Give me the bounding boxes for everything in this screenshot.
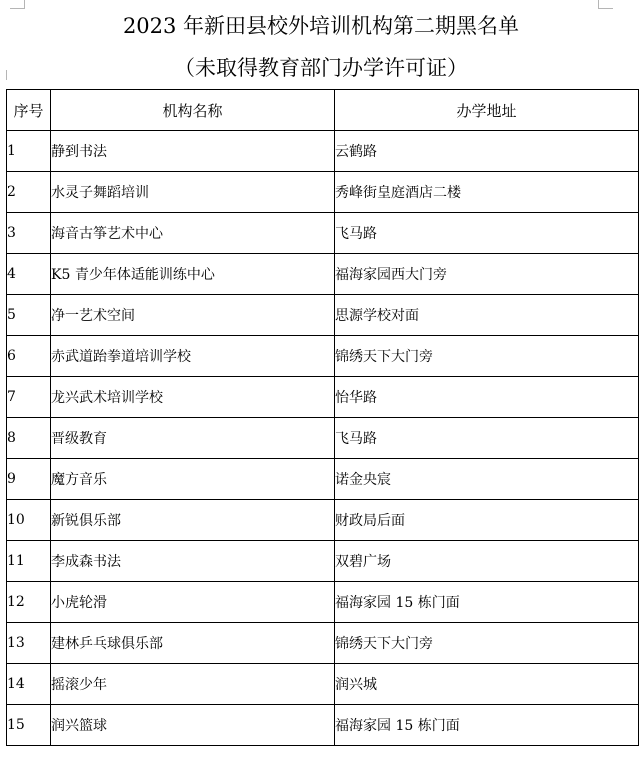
org-address: 财政局后面 xyxy=(335,500,639,541)
row-number: 13 xyxy=(7,623,51,664)
table-row xyxy=(7,213,639,254)
org-address: 思源学校对面 xyxy=(335,295,639,336)
table-body xyxy=(7,131,639,746)
org-address: 双碧广场 xyxy=(335,541,639,582)
org-address: 飞马路 xyxy=(335,418,639,459)
org-name: 龙兴武术培训学校 xyxy=(51,377,335,418)
org-address: 福海家园 15 栋门面 xyxy=(335,705,639,746)
table-row xyxy=(7,664,639,705)
org-name: 润兴篮球 xyxy=(51,705,335,746)
table-row xyxy=(7,418,639,459)
org-address: 飞马路 xyxy=(335,213,639,254)
org-address: 润兴城 xyxy=(335,664,639,705)
table-row xyxy=(7,459,639,500)
table-row xyxy=(7,131,639,172)
org-name: 小虎轮滑 xyxy=(51,582,335,623)
row-number: 4 xyxy=(7,254,51,295)
table-row xyxy=(7,377,639,418)
header-org-name: 机构名称 xyxy=(51,90,335,131)
org-name: 水灵子舞蹈培训 xyxy=(51,172,335,213)
org-name: 魔方音乐 xyxy=(51,459,335,500)
org-name: 净一艺术空间 xyxy=(51,295,335,336)
document-title: 2023 年新田县校外培训机构第二期黑名单 xyxy=(122,14,520,38)
table-row xyxy=(7,295,639,336)
table-row xyxy=(7,582,639,623)
org-address: 云鹤路 xyxy=(335,131,639,172)
crop-mark-top-right xyxy=(598,0,613,9)
table-row xyxy=(7,623,639,664)
row-number: 5 xyxy=(7,295,51,336)
table-header-row xyxy=(7,90,639,131)
org-name: 新锐俱乐部 xyxy=(51,500,335,541)
org-address: 诺金央宸 xyxy=(335,459,639,500)
org-name: 海音古筝艺术中心 xyxy=(51,213,335,254)
row-number: 8 xyxy=(7,418,51,459)
table-row xyxy=(7,336,639,377)
row-number: 14 xyxy=(7,664,51,705)
table-row xyxy=(7,541,639,582)
org-name: K5 青少年体适能训练中心 xyxy=(51,254,335,295)
org-name: 建林乒乓球俱乐部 xyxy=(51,623,335,664)
row-number: 11 xyxy=(7,541,51,582)
header-number: 序号 xyxy=(7,90,51,131)
table-row xyxy=(7,500,639,541)
org-address: 怡华路 xyxy=(335,377,639,418)
row-number: 2 xyxy=(7,172,51,213)
document-subtitle: （未取得教育部门办学许可证） xyxy=(174,56,468,80)
crop-mark-top-left xyxy=(10,0,25,9)
org-name: 赤武道跆拳道培训学校 xyxy=(51,336,335,377)
org-name: 摇滚少年 xyxy=(51,664,335,705)
row-number: 10 xyxy=(7,500,51,541)
row-number: 12 xyxy=(7,582,51,623)
header-address: 办学地址 xyxy=(335,90,639,131)
row-number: 15 xyxy=(7,705,51,746)
org-name: 晋级教育 xyxy=(51,418,335,459)
org-name: 静到书法 xyxy=(51,131,335,172)
row-number: 9 xyxy=(7,459,51,500)
org-address: 秀峰街皇庭酒店二楼 xyxy=(335,172,639,213)
org-address: 福海家园西大门旁 xyxy=(335,254,639,295)
table-row xyxy=(7,172,639,213)
org-name: 李成森书法 xyxy=(51,541,335,582)
row-number: 6 xyxy=(7,336,51,377)
row-number: 3 xyxy=(7,213,51,254)
table-row xyxy=(7,705,639,746)
org-address: 福海家园 15 栋门面 xyxy=(335,582,639,623)
table-row xyxy=(7,254,639,295)
row-number: 1 xyxy=(7,131,51,172)
org-address: 锦绣天下大门旁 xyxy=(335,336,639,377)
org-address: 锦绣天下大门旁 xyxy=(335,623,639,664)
blacklist-table xyxy=(6,89,639,746)
row-number: 7 xyxy=(7,377,51,418)
